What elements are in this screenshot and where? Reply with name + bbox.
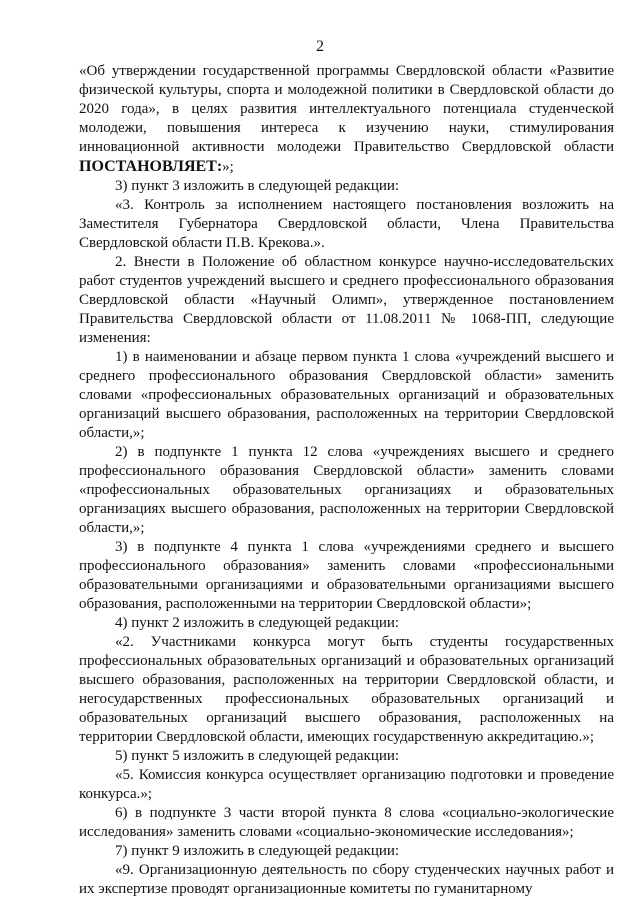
paragraph: 6) в подпункте 3 части второй пункта 8 слова «социально-экологические исследования» заменить словами «социально-экономические исследования»; <box>79 805 614 840</box>
decree-word: ПОСТАНОВЛЯЕТ: <box>79 158 223 175</box>
paragraph: 3) пункт 3 изложить в следующей редакции: <box>115 178 400 194</box>
paragraph-intro <box>79 62 614 177</box>
paragraph: «9. Организационную деятельность по сбору студенческих научных работ и их экспертизе проводят организационные комитеты по гуманитарному <box>79 862 614 897</box>
paragraph: 3) в подпункте 4 пункта 1 слова «учреждениями среднего и высшего профессионального образования» заменить словами «профессиональными образовательными организациями и образовательными организациями высшего образования, расположенными на территории Свердловской области»; <box>79 539 614 612</box>
paragraph-intro-text: «Об утверждении государственной программы Свердловской области «Развитие физической культуры, спорта и молодежной политики в Свердловской области до 2020 года», в целях развития интеллектуального потенциала студенческой молодежи, повышения интереса к изучению науки, стимулирования инновационной активности молодежи Правительство Свердловской области <box>79 63 614 155</box>
paragraph: 2. Внести в Положение об областном конкурсе научно-исследовательских работ студентов учреждений высшего и среднего профессионального образования Свердловской области «Научный Олимп», утвержденное постановлением Правительства Свердловской области от 11.08.2011 № 1068-ПП, следующие изменения: <box>79 254 614 346</box>
paragraph: 5) пункт 5 изложить в следующей редакции: <box>115 748 400 764</box>
document-body <box>79 62 614 899</box>
paragraph: 4) пункт 2 изложить в следующей редакции: <box>115 615 400 631</box>
paragraph: «3. Контроль за исполнением настоящего постановления возложить на Заместителя Губернатора Свердловской области, Члена Правительства Свердловской области П.В. Крекова.». <box>79 197 614 251</box>
paragraph: 7) пункт 9 изложить в следующей редакции: <box>115 843 400 859</box>
page-number: 2 <box>316 38 324 55</box>
paragraph: «2. Участниками конкурса могут быть студенты государственных профессиональных образовательных организаций и образовательных организаций высшего образования, расположенных на территории Свердловской области, и негосударственных профессиональных образовательных организаций и образовательных организаций высшего образования, расположенных на территории Свердловской области, имеющих государственную аккредитацию.»; <box>79 634 614 745</box>
paragraph: 2) в подпункте 1 пункта 12 слова «учреждениях высшего и среднего профессионального образования Свердловской области» заменить словами «профессиональных образовательных организациях и образовательных организациях высшего образования, расположенных на территории Свердловской области,»; <box>79 444 614 536</box>
paragraph: «5. Комиссия конкурса осуществляет организацию подготовки и проведение конкурса.»; <box>79 767 614 802</box>
decree-tail: »; <box>222 159 234 175</box>
paragraph: 1) в наименовании и абзаце первом пункта 1 слова «учреждений высшего и среднего профессионального образования Свердловской области» заменить словами «профессиональных образовательных организаций и образовательных организаций высшего образования, расположенных на территории Свердловской области,»; <box>79 349 614 441</box>
